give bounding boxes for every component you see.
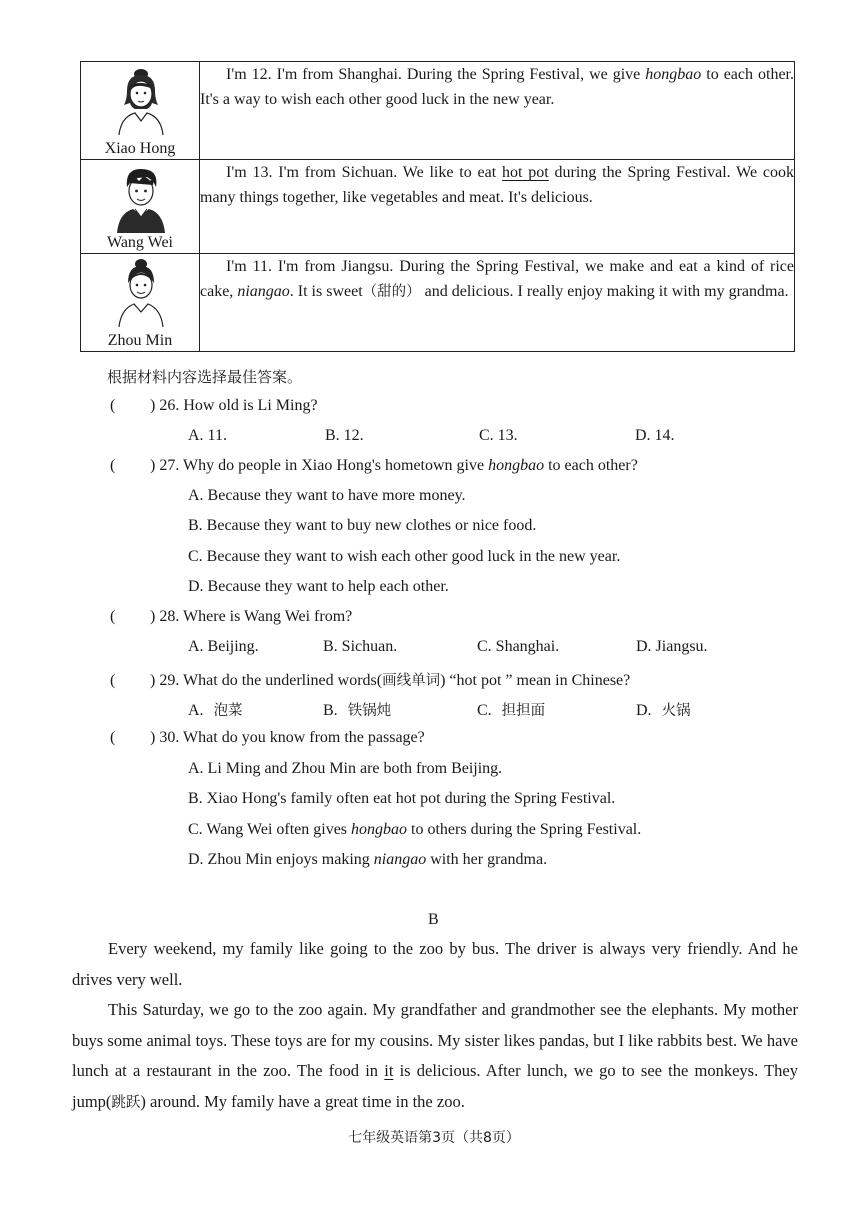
person-row-xiao-hong xyxy=(81,62,795,160)
portrait-cell xyxy=(81,160,200,254)
question-stem: ) 29. What do the underlined words( xyxy=(150,672,383,689)
option-d: D. Because they want to help each other. xyxy=(188,578,449,595)
text-segment: I'm 11. I'm from Jiangsu. During the Spring Festival, we make and eat a kind of rice cake, xyxy=(200,258,794,300)
option-b: B. Because they want to buy new clothes or nice food. xyxy=(188,517,537,534)
portrait-cell xyxy=(81,62,200,160)
option-b: B. 12. xyxy=(325,427,364,444)
person-name: Xiao Hong xyxy=(104,140,176,157)
boy-portrait-icon xyxy=(111,163,171,233)
underlined-word: it xyxy=(384,1061,394,1080)
question-26 xyxy=(110,397,318,415)
people-table xyxy=(80,61,795,352)
person-row-zhou-min xyxy=(81,254,795,352)
paragraph-2: This Saturday, we go to the zoo again. My grandfather and grandmother see the elephants. My mother buys some animal toys. These toys are for my cousins. My sister likes pandas, but I like rabbits best. We have lunch at a restaurant in the zoo. The food in it is delicious. After lunch, we go to see the monkeys. They jump(跳跃) around. My family have a great time in the zoo. xyxy=(72,1000,799,1111)
portrait-cell xyxy=(81,254,200,352)
person-row-wang-wei xyxy=(81,160,795,254)
question-29 xyxy=(110,669,630,690)
section-title: B xyxy=(428,911,439,928)
answer-blank: ( xyxy=(110,672,116,689)
option-d: D. Jiangsu. xyxy=(636,638,708,655)
answer-blank: ( xyxy=(110,457,116,474)
girl-portrait-icon xyxy=(111,257,171,327)
question-stem: ) 28. Where is Wang Wei from? xyxy=(150,608,353,625)
person-text xyxy=(200,62,795,160)
italic-term: niangao xyxy=(237,283,290,300)
answer-blank: ( xyxy=(110,608,116,625)
option-d: D. Zhou Min enjoys making niangao with her grandma. xyxy=(188,851,548,868)
question-stem: to each other? xyxy=(544,457,638,474)
text-segment: . It is sweet xyxy=(289,283,363,300)
question-stem: ) 26. How old is Li Ming? xyxy=(150,397,318,414)
question-28 xyxy=(110,608,352,626)
option-a: A. Li Ming and Zhou Min are both from Beijing. xyxy=(188,760,503,777)
person-text xyxy=(200,160,795,254)
option-d: D. 火锅 xyxy=(636,702,691,719)
option-c: C. Shanghai. xyxy=(477,638,560,655)
text-segment: I'm 13. I'm from Sichuan. We like to eat xyxy=(226,164,503,181)
text-segment: and delicious. I really enjoy making it with my grandma. xyxy=(420,283,789,300)
italic-term: hongbao xyxy=(645,66,702,83)
question-27 xyxy=(110,457,638,475)
question-stem: ) “hot pot ” mean in Chinese? xyxy=(440,672,631,689)
answer-blank: ( xyxy=(110,397,116,414)
person-text xyxy=(200,254,795,352)
person-name: Zhou Min xyxy=(107,332,173,349)
text-segment: to each other. It's a way to wish each other good luck in the new year. xyxy=(200,66,794,108)
girl-portrait-icon xyxy=(111,65,171,135)
option-c: C. Wang Wei often gives hongbao to others during the Spring Festival. xyxy=(188,821,642,838)
instruction: 根据材料内容选择最佳答案。 xyxy=(107,368,303,386)
answer-blank: ( xyxy=(110,729,116,746)
question-30 xyxy=(110,729,425,747)
option-a: A. 泡菜 xyxy=(188,702,243,719)
underlined-words: hot pot xyxy=(502,164,549,181)
option-a: A. Because they want to have more money. xyxy=(188,487,466,504)
paragraph-1: Every weekend, my family like going to the zoo by bus. The driver is always very friendly. And he drives very well. xyxy=(72,939,798,989)
person-name: Wang Wei xyxy=(107,234,173,251)
option-b: B. Xiao Hong's family often eat hot pot during the Spring Festival. xyxy=(188,790,616,807)
question-stem: ) 30. What do you know from the passage? xyxy=(150,729,425,746)
option-c: C. 13. xyxy=(479,427,518,444)
page-footer: 七年级英语第3页（共8页） xyxy=(348,1130,520,1146)
option-c: C. Because they want to wish each other good luck in the new year. xyxy=(188,548,621,565)
chinese-gloss: （甜的） xyxy=(362,284,421,300)
text-segment: during the Spring Festival. We cook many things together, like vegetables and meat. It's delicious. xyxy=(200,164,795,206)
option-b: B. Sichuan. xyxy=(323,638,398,655)
option-b: B. 铁锅炖 xyxy=(323,702,392,719)
option-a: A. 11. xyxy=(188,427,227,444)
option-c: C. 担担面 xyxy=(477,702,546,719)
text-segment: I'm 12. I'm from Shanghai. During the Spring Festival, we give xyxy=(226,66,646,83)
chinese-gloss: 画线单词 xyxy=(382,673,441,689)
italic-term: hongbao xyxy=(488,457,545,474)
question-stem: ) 27. Why do people in Xiao Hong's hometown give xyxy=(150,457,489,474)
option-a: A. Beijing. xyxy=(188,638,259,655)
option-d: D. 14. xyxy=(635,427,675,444)
